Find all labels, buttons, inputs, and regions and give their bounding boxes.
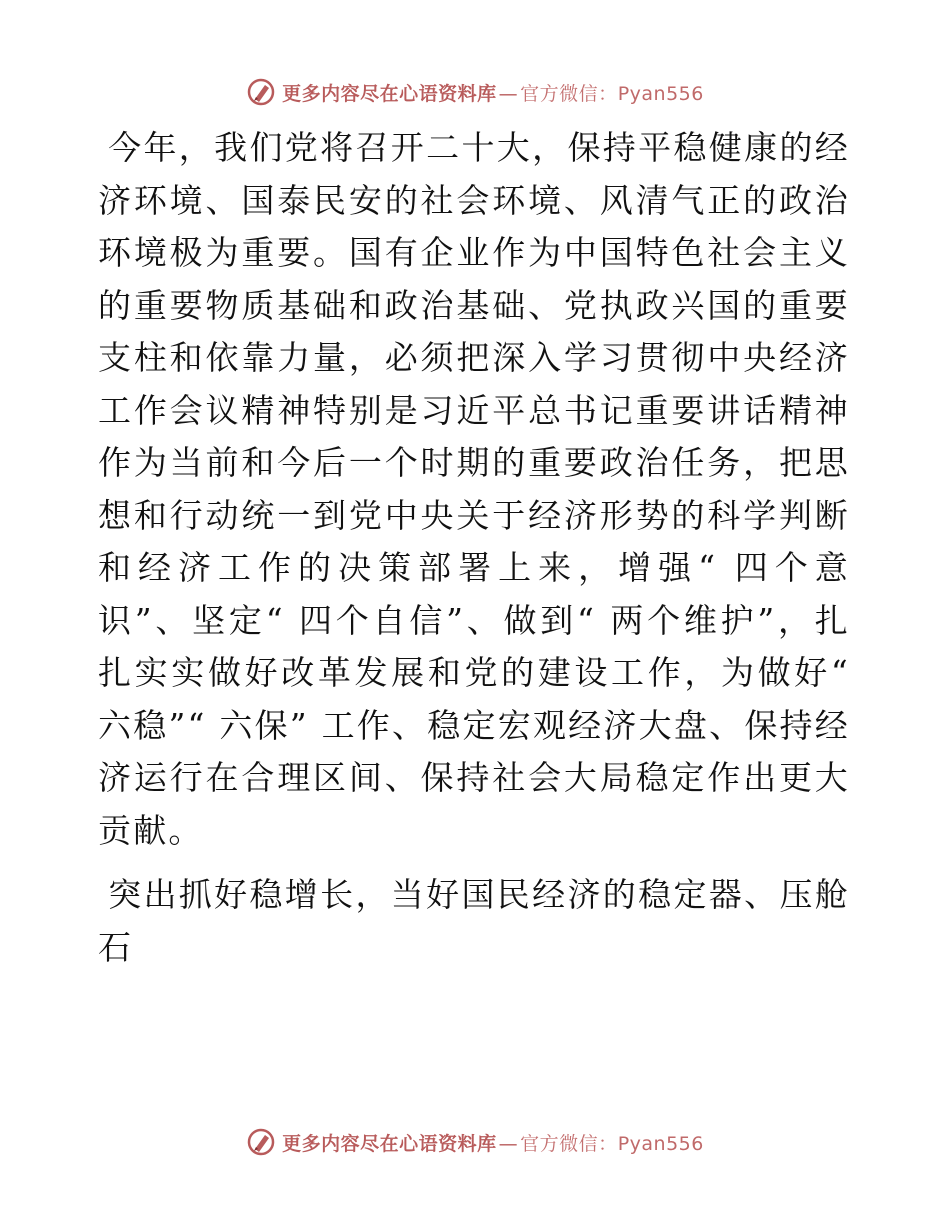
watermark-wechat-id: Pyan556 — [617, 82, 704, 105]
watermark-label: 官方微信： — [520, 1132, 618, 1155]
paragraph-2-text: 突出抓好稳增长，当好国民经济的稳定器、压舱石 — [98, 875, 850, 967]
watermark-name: 更多内容尽在心语资料库 — [282, 1132, 497, 1155]
watermark-separator: — — [498, 1132, 519, 1155]
paragraph-1-text: 今年，我们党将召开二十大，保持平稳健康的经济环境、国泰民安的社会环境、风清气正的政治环境极为重要。国有企业作为中国特色社会主义的重要物质基础和政治基础、党执政兴国的重要支柱和依靠力量，必须把深入学习贯彻中央经济工作会议精神特别是习近平总书记重要讲话精神作为当前和今后一个时期的重要政治任务，把思想和行动统一到党中央关于经济形势的科学判断和经济工作的决策部署上来，增强“ 四个意识”、坚定“ 四个自信”、做到“ 两个维护”，扎扎实实做好改革发展和党的建设工作，为做好“ 六稳”“ 六保” 工作、稳定宏观经济大盘、保持经济运行在合理区间、保持社会大局稳定作出更大贡献。 — [98, 128, 850, 850]
footer-watermark — [0, 1122, 950, 1162]
paragraph-2 — [98, 869, 850, 974]
pen-nib-logo-icon — [246, 1127, 276, 1157]
header-watermark — [0, 72, 950, 112]
watermark-separator: — — [498, 82, 519, 105]
paragraph-1 — [98, 122, 850, 857]
watermark-name: 更多内容尽在心语资料库 — [282, 82, 497, 105]
document-body — [98, 122, 850, 974]
pen-nib-logo-icon — [246, 77, 276, 107]
watermark-label: 官方微信： — [520, 82, 618, 105]
watermark-wechat-id: Pyan556 — [617, 1132, 704, 1155]
